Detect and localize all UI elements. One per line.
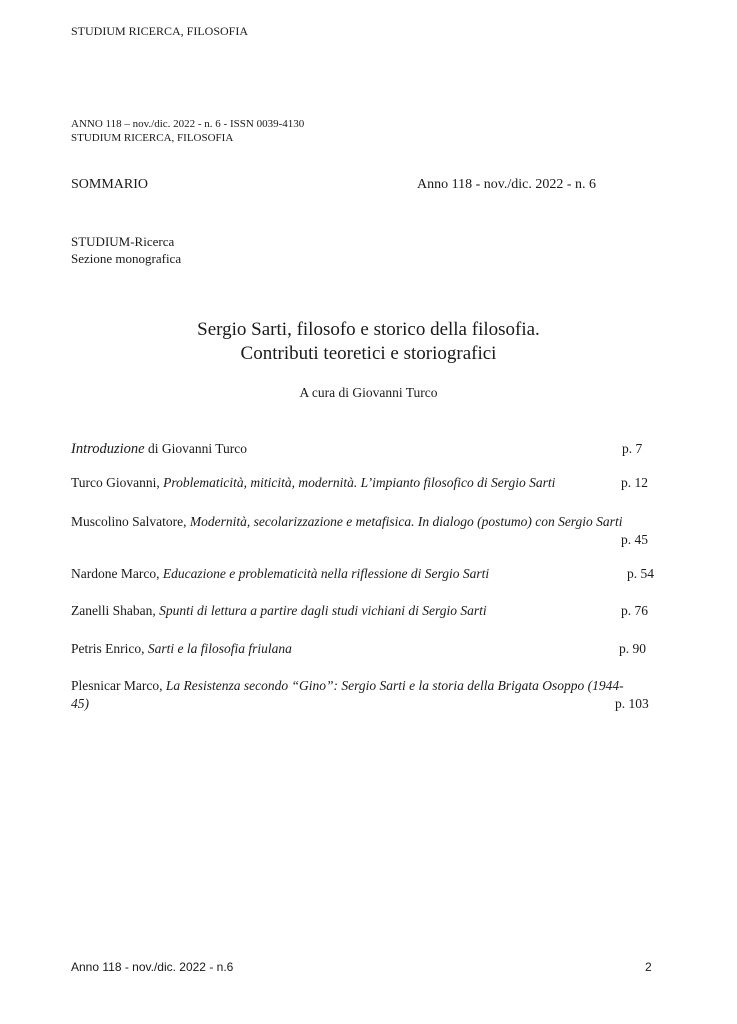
toc-author: Turco Giovanni, — [71, 475, 164, 490]
toc-author: Petris Enrico, — [71, 641, 148, 656]
toc-suffix: di Giovanni Turco — [144, 441, 247, 456]
toc-author: Plesnicar Marco, — [71, 678, 166, 693]
toc-page: p. 90 — [619, 641, 646, 656]
toc-title: La Resistenza secondo “Gino”: Sergio Sarti e la storia della Brigata Osoppo (1944- — [165, 678, 624, 693]
editor-line: A cura di Giovanni Turco — [299, 385, 438, 400]
footer-issue: Anno 118 - nov./dic. 2022 - n.6 — [71, 960, 234, 974]
toc-page: p. 7 — [622, 441, 643, 456]
toc-title-continued: 45) — [71, 696, 89, 711]
toc-entry — [71, 565, 681, 582]
toc-author: Muscolino Salvatore, — [71, 514, 190, 529]
toc-entry — [71, 602, 681, 619]
toc-entry — [71, 474, 681, 491]
toc-title: Problematicità, miticità, modernità. L’impianto filosofico di Sergio Sarti — [163, 475, 556, 490]
toc-title: Modernità, secolarizzazione e metafisica. In dialogo (postumo) con Sergio Sarti — [189, 514, 623, 529]
toc-entry — [71, 677, 681, 712]
running-header: STUDIUM RICERCA, FILOSOFIA — [71, 24, 249, 38]
section-type: Sezione monografica — [71, 251, 182, 266]
toc-page: p. 54 — [627, 566, 654, 581]
monograph-title — [71, 318, 666, 366]
toc-author: Zanelli Shaban, — [71, 603, 160, 618]
title-line-1: Sergio Sarti, filosofo e storico della filosofia. — [197, 319, 540, 340]
toc-title: Educazione e problematicità nella riflessione di Sergio Sarti — [162, 566, 490, 581]
toc-page: p. 12 — [621, 475, 648, 490]
sommario-issue: Anno 118 - nov./dic. 2022 - n. 6 — [417, 177, 596, 192]
toc-author: Nardone Marco, — [71, 566, 163, 581]
toc-title: Spunti di lettura a partire dagli studi vichiani di Sergio Sarti — [159, 603, 487, 618]
toc-page: p. 76 — [621, 603, 648, 618]
journal-line: STUDIUM RICERCA, FILOSOFIA — [71, 132, 234, 144]
section-name: STUDIUM-Ricerca — [71, 234, 175, 249]
toc-entry — [71, 513, 681, 547]
toc-entry — [71, 440, 681, 458]
toc-page: p. 103 — [615, 696, 649, 711]
section-info — [71, 233, 181, 267]
toc-title: Introduzione — [71, 441, 145, 457]
sommario-label: SOMMARIO — [71, 177, 149, 192]
issn-line: ANNO 118 – nov./dic. 2022 - n. 6 - ISSN 0039-4130 — [71, 118, 305, 130]
page-number: 2 — [645, 960, 652, 974]
toc-page: p. 45 — [621, 532, 648, 547]
title-line-2: Contributi teoretici e storiografici — [240, 343, 497, 364]
toc-title: Sarti e la filosofia friulana — [147, 641, 292, 656]
issue-info — [71, 117, 304, 145]
toc-entry — [71, 640, 681, 657]
